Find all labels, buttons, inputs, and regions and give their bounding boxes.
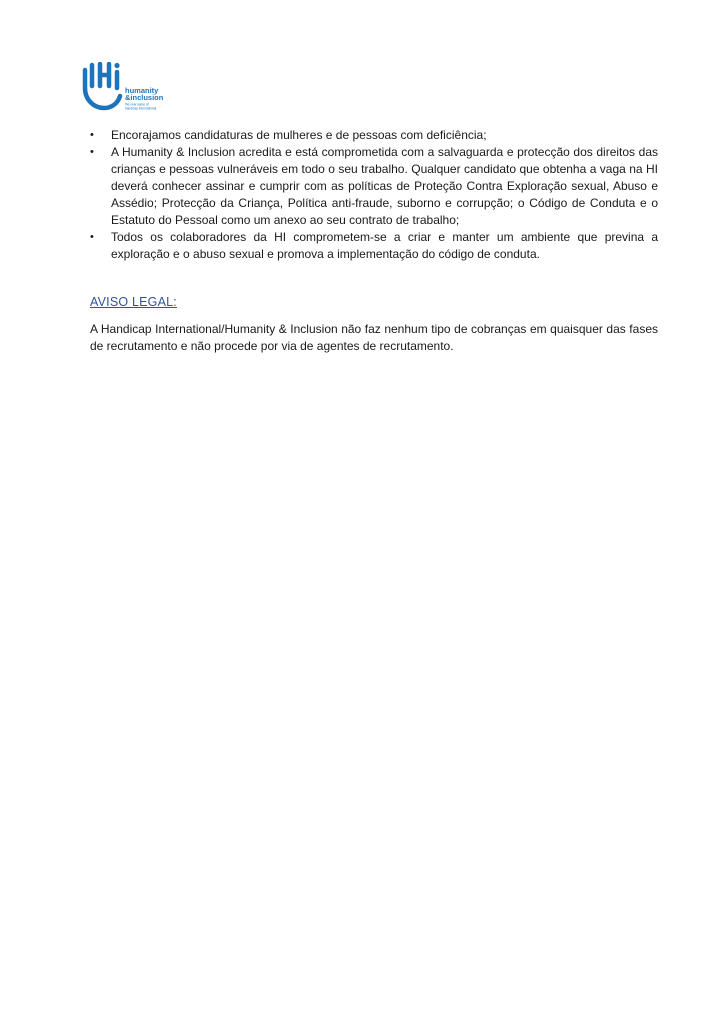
logo-wordmark-line2: &inclusion [125,93,164,102]
list-item [90,144,658,229]
legal-notice-heading: AVISO LEGAL: [90,295,177,309]
bullet-icon: • [90,231,94,243]
document-body [90,127,658,355]
hand-logo-icon [82,62,172,120]
list-item [90,229,658,263]
bullet-icon: • [90,146,94,158]
humanity-inclusion-logo [82,62,172,120]
list-item [90,127,658,144]
legal-notice-text: A Handicap International/Humanity & Inclusion não faz nenhum tipo de cobranças em quaisquer das fases de recrutamento e não procede por via de agentes de recrutamento. [90,322,658,353]
logo-tagline-line2: handicap international [125,106,157,111]
logo-tagline-line1: the new name of [125,102,149,107]
logo-wordmark-line1: humanity [125,86,159,95]
list-item-text: Encorajamos candidaturas de mulheres e de pessoas com deficiência; [111,128,487,142]
bullet-icon: • [90,129,94,141]
list-item-text: A Humanity & Inclusion acredita e está comprometida com a salvaguarda e protecção dos direitos das crianças e pessoas vulneráveis em todo o seu trabalho. Qualquer candidato que obtenha a vaga na HI deverá conhecer assinar e cumprir com as políticas de Proteção Contra Exploração sexual, Abuso e Assédio; Protecção da Criança, Política anti-fraude, suborno e corrupção; o Código de Conduta e o Estatuto do Pessoal como um anexo ao seu contrato de trabalho; [111,145,658,227]
list-item-text: Todos os colaboradores da HI comprometem-se a criar e manter um ambiente que previna a exploração e o abuso sexual e promova a implementação do código de conduta. [111,230,658,261]
bullet-list [90,127,658,263]
